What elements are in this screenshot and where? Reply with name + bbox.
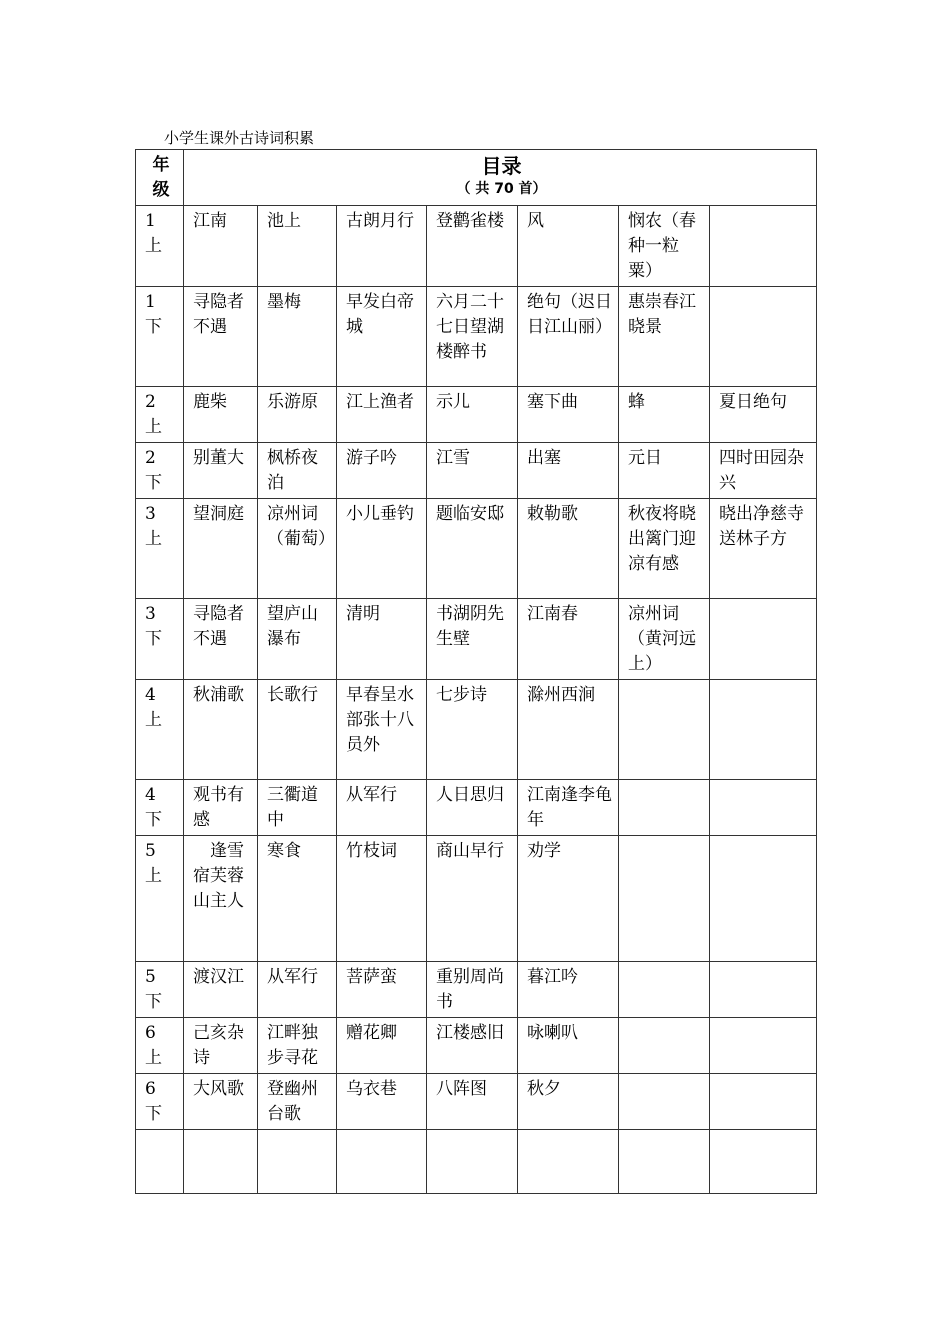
poem-title-cell (619, 1018, 710, 1074)
table-row (136, 1130, 817, 1194)
poem-title-cell: 从军行 (258, 962, 337, 1018)
grade-number: 6 (145, 1023, 156, 1043)
poem-title-cell: 劝学 (518, 836, 619, 962)
poem-title-cell (258, 1130, 337, 1194)
poem-title-cell: 题临安邸 (427, 499, 518, 599)
poem-title-cell: 墨梅 (258, 287, 337, 387)
poem-title-cell: 乌衣巷 (337, 1074, 427, 1130)
grade-cell (136, 499, 184, 599)
table-row (136, 836, 817, 962)
grade-term: 下 (145, 810, 162, 830)
poem-title-cell: 己亥杂诗 (184, 1018, 258, 1074)
grade-cell (136, 599, 184, 680)
table-row (136, 599, 817, 680)
table-row (136, 780, 817, 836)
poem-title-cell: 七步诗 (427, 680, 518, 780)
directory-header (184, 150, 817, 206)
poem-title-cell: 塞下曲 (518, 387, 619, 443)
grade-term: 下 (145, 629, 162, 649)
poem-title-cell (619, 1074, 710, 1130)
poem-title-cell (619, 680, 710, 780)
grade-cell (136, 206, 184, 287)
grade-number: 3 (145, 604, 156, 624)
poem-title-cell: 江畔独步寻花 (258, 1018, 337, 1074)
poem-title-cell: 江楼感旧 (427, 1018, 518, 1074)
poem-title-cell (710, 680, 817, 780)
directory-subtitle: （ 共 70 首） (456, 181, 547, 197)
poem-title-cell: 别董大 (184, 443, 258, 499)
table-row (136, 443, 817, 499)
poem-title-cell: 滁州西涧 (518, 680, 619, 780)
poem-title-cell: 赠花卿 (337, 1018, 427, 1074)
grade-number: 3 (145, 504, 156, 524)
poem-title-cell: 凉州词（黄河远上） (619, 599, 710, 680)
grade-term: 下 (145, 473, 162, 493)
grade-number: 2 (145, 448, 156, 468)
poem-title-cell: 小儿垂钓 (337, 499, 427, 599)
grade-number: 4 (145, 685, 156, 705)
poem-title-cell: 寻隐者不遇 (184, 287, 258, 387)
poem-title-cell (184, 1130, 258, 1194)
poem-title-cell: 观书有感 (184, 780, 258, 836)
document-heading: 小学生课外古诗词积累 (164, 129, 315, 147)
poem-title-cell: 菩萨蛮 (337, 962, 427, 1018)
poem-title-cell: 古朗月行 (337, 206, 427, 287)
grade-cell (136, 836, 184, 962)
grade-number: 1 (145, 292, 156, 312)
poem-title-cell (619, 962, 710, 1018)
poem-title-cell: 逢雪宿芙蓉山主人 (184, 836, 258, 962)
table-row (136, 499, 817, 599)
table-row (136, 1018, 817, 1074)
poem-title-cell: 书湖阴先生壁 (427, 599, 518, 680)
poem-title-cell: 秋夕 (518, 1074, 619, 1130)
poem-title-cell: 游子吟 (337, 443, 427, 499)
poem-title-cell: 早春呈水部张十八员外 (337, 680, 427, 780)
poem-title-cell: 江南逢李龟年 (518, 780, 619, 836)
poem-title-cell: 元日 (619, 443, 710, 499)
poem-title-cell: 渡汉江 (184, 962, 258, 1018)
poem-title-cell: 乐游原 (258, 387, 337, 443)
poem-title-cell: 从军行 (337, 780, 427, 836)
poem-title-cell: 江南春 (518, 599, 619, 680)
poem-title-cell: 示儿 (427, 387, 518, 443)
poem-title-cell: 夏日绝句 (710, 387, 817, 443)
poem-title-cell (710, 962, 817, 1018)
poem-title-cell: 鹿柴 (184, 387, 258, 443)
table-body (136, 150, 817, 1194)
poem-title-cell: 长歌行 (258, 680, 337, 780)
poem-title-cell: 商山早行 (427, 836, 518, 962)
grade-number: 6 (145, 1079, 156, 1099)
poem-title-cell: 大风歌 (184, 1074, 258, 1130)
poem-title-cell: 蜂 (619, 387, 710, 443)
poem-title-cell: 秋夜将晓出篱门迎凉有感 (619, 499, 710, 599)
grade-number: 5 (145, 841, 156, 861)
grade-header-line2: 级 (152, 180, 170, 200)
poem-title-cell (710, 780, 817, 836)
table-row (136, 962, 817, 1018)
grade-term: 上 (145, 236, 162, 256)
poem-title-cell: 六月二十七日望湖楼醉书 (427, 287, 518, 387)
grade-cell (136, 287, 184, 387)
poem-title-cell: 寒食 (258, 836, 337, 962)
grade-cell (136, 680, 184, 780)
directory-title: 目录 (481, 154, 522, 178)
poem-title-cell: 三衢道中 (258, 780, 337, 836)
poem-title-cell: 竹枝词 (337, 836, 427, 962)
grade-header-line1: 年 (152, 155, 170, 175)
poem-title-cell (710, 206, 817, 287)
poem-title-cell: 望庐山瀑布 (258, 599, 337, 680)
poem-title-cell: 登鹳雀楼 (427, 206, 518, 287)
grade-term: 下 (145, 317, 162, 337)
grade-term: 下 (145, 1104, 162, 1124)
grade-term: 上 (145, 417, 162, 437)
grade-term: 上 (145, 866, 162, 886)
poem-title-cell: 清明 (337, 599, 427, 680)
poem-title-cell: 秋浦歌 (184, 680, 258, 780)
poem-title-cell: 寻隐者不遇 (184, 599, 258, 680)
poem-title-cell: 悯农（春种一粒粟） (619, 206, 710, 287)
poem-title-cell: 暮江吟 (518, 962, 619, 1018)
grade-number: 5 (145, 967, 156, 987)
poem-title-cell (619, 1130, 710, 1194)
grade-cell (136, 1018, 184, 1074)
grade-term: 下 (145, 992, 162, 1012)
table-row (136, 1074, 817, 1130)
poem-title-cell: 枫桥夜泊 (258, 443, 337, 499)
poem-directory-table (135, 149, 817, 1194)
poem-title-cell: 江南 (184, 206, 258, 287)
poem-title-cell (619, 836, 710, 962)
grade-number: 1 (145, 211, 156, 231)
poem-title-cell (619, 780, 710, 836)
poem-title-cell: 敕勒歌 (518, 499, 619, 599)
grade-term: 上 (145, 1048, 162, 1068)
grade-number: 2 (145, 392, 156, 412)
grade-cell (136, 1074, 184, 1130)
poem-title-cell (710, 836, 817, 962)
poem-title-cell: 惠崇春江晓景 (619, 287, 710, 387)
poem-title-cell (710, 287, 817, 387)
table-row (136, 287, 817, 387)
poem-title-cell: 望洞庭 (184, 499, 258, 599)
poem-title-cell: 江雪 (427, 443, 518, 499)
grade-term: 上 (145, 529, 162, 549)
table-header-row (136, 150, 817, 206)
table-row (136, 387, 817, 443)
poem-title-cell: 早发白帝城 (337, 287, 427, 387)
poem-title-cell: 绝句（迟日日江山丽） (518, 287, 619, 387)
grade-number: 4 (145, 785, 156, 805)
grade-term: 上 (145, 710, 162, 730)
table-row (136, 206, 817, 287)
poem-title-cell (710, 1130, 817, 1194)
poem-title-cell: 八阵图 (427, 1074, 518, 1130)
poem-title-cell: 出塞 (518, 443, 619, 499)
poem-title-cell: 咏喇叭 (518, 1018, 619, 1074)
poem-title-cell (710, 1018, 817, 1074)
poem-title-cell: 池上 (258, 206, 337, 287)
grade-cell (136, 962, 184, 1018)
poem-title-cell (427, 1130, 518, 1194)
grade-cell (136, 387, 184, 443)
grade-column-header (136, 150, 184, 206)
poem-title-cell (710, 599, 817, 680)
poem-title-cell (337, 1130, 427, 1194)
poem-title-cell: 凉州词（葡萄） (258, 499, 337, 599)
poem-title-cell: 人日思归 (427, 780, 518, 836)
poem-title-cell: 重别周尚书 (427, 962, 518, 1018)
poem-title-cell: 晓出净慈寺送林子方 (710, 499, 817, 599)
poem-title-cell: 登幽州台歌 (258, 1074, 337, 1130)
grade-cell (136, 443, 184, 499)
poem-title-cell: 江上渔者 (337, 387, 427, 443)
poem-title-cell: 风 (518, 206, 619, 287)
grade-cell (136, 780, 184, 836)
poem-title-cell (518, 1130, 619, 1194)
grade-cell (136, 1130, 184, 1194)
table-row (136, 680, 817, 780)
poem-title-cell (710, 1074, 817, 1130)
poem-title-cell: 四时田园杂兴 (710, 443, 817, 499)
